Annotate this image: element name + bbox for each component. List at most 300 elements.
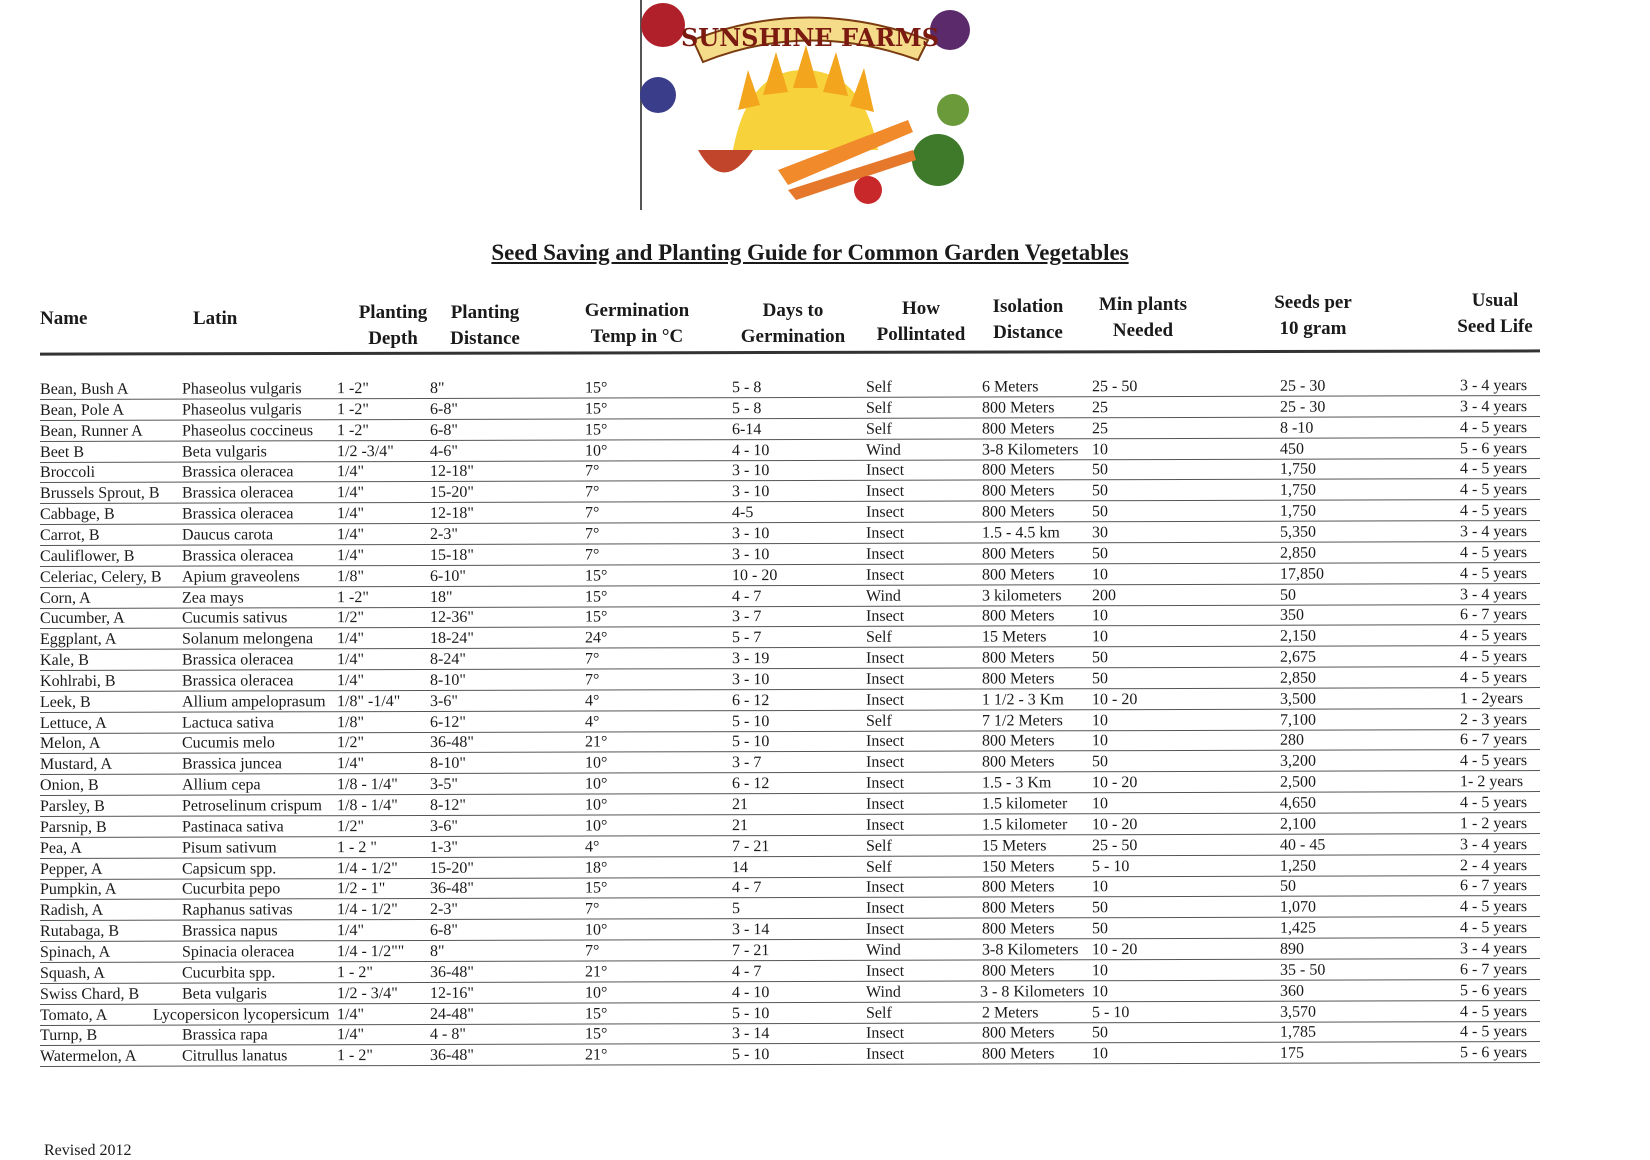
table-cell: 3,200 bbox=[1279, 752, 1317, 771]
table-cell: Melon, A bbox=[39, 735, 101, 753]
table-cell: 10 bbox=[1091, 565, 1109, 583]
table-cell: Insect bbox=[865, 482, 905, 501]
table-cell: 3 - 4 years bbox=[1459, 377, 1528, 395]
table-cell: 4 - 5 years bbox=[1459, 418, 1528, 436]
table-cell: 5 - 10 bbox=[1091, 1003, 1130, 1021]
table-cell: 10 - 20 bbox=[1091, 815, 1138, 834]
table-cell: Watermelon, A bbox=[39, 1047, 137, 1066]
table-cell: 3-8 Kilometers bbox=[981, 440, 1079, 459]
table-cell: Kale, B bbox=[39, 651, 89, 670]
table-cell: 800 Meters bbox=[981, 670, 1055, 688]
table-cell: 360 bbox=[1279, 982, 1305, 1000]
table-cell: 6-10" bbox=[429, 567, 466, 585]
table-cell: 10 - 20 bbox=[1091, 941, 1138, 959]
table-cell: 4 - 5 years bbox=[1459, 1023, 1528, 1041]
table-cell: 10° bbox=[584, 796, 608, 814]
table-cell: Insect bbox=[865, 1025, 905, 1043]
table-row bbox=[40, 1041, 1540, 1067]
table-cell: 1,425 bbox=[1279, 919, 1317, 937]
table-cell: Brassica oleracea bbox=[181, 463, 294, 481]
table-cell: Bean, Bush A bbox=[39, 380, 129, 398]
table-cell: 10° bbox=[584, 754, 608, 772]
title-text: Seed Saving and Planting Guide for Common Garden Vegetables bbox=[491, 240, 1129, 265]
table-cell: 7° bbox=[584, 650, 600, 668]
table-cell: 4° bbox=[584, 838, 600, 856]
table-cell: 12-18" bbox=[429, 504, 474, 523]
table-cell: 21° bbox=[584, 963, 608, 981]
table-cell: 7° bbox=[584, 546, 600, 564]
table-cell: 8-10" bbox=[429, 671, 466, 689]
table-cell: 1,750 bbox=[1279, 481, 1317, 499]
table-cell: Self bbox=[865, 420, 892, 438]
table-cell: 3 - 10 bbox=[731, 462, 770, 480]
table-cell: Kohlrabi, B bbox=[39, 672, 116, 690]
table-cell: 1-3" bbox=[429, 838, 458, 856]
table-cell: 1 -2" bbox=[336, 421, 369, 439]
table-cell: Insect bbox=[865, 691, 905, 709]
column-header bbox=[577, 298, 697, 350]
table-cell: 25 - 30 bbox=[1279, 398, 1326, 416]
table-cell: 1/4 - 1/2"" bbox=[336, 942, 405, 961]
table-cell: 1/4" bbox=[336, 672, 365, 690]
column-header-line: Temp in °C bbox=[590, 326, 684, 347]
table-cell: 2,500 bbox=[1279, 773, 1317, 791]
table-cell: 3 - 7 bbox=[731, 754, 762, 772]
table-cell: 800 Meters bbox=[981, 649, 1055, 667]
table-cell: Brassica napus bbox=[181, 922, 278, 940]
table-cell: Lactuca sativa bbox=[181, 713, 274, 732]
table-cell: Insect bbox=[865, 608, 905, 626]
table-cell: Beta vulgaris bbox=[181, 442, 267, 461]
table-cell: 3 - 10 bbox=[731, 483, 770, 501]
table-cell: 6 - 12 bbox=[731, 775, 770, 793]
table-cell: Insect bbox=[865, 816, 905, 834]
table-cell: 7° bbox=[584, 525, 600, 543]
table-cell: 10° bbox=[584, 921, 608, 939]
table-cell: 35 - 50 bbox=[1279, 961, 1326, 979]
table-cell: 5 - 8 bbox=[731, 379, 762, 397]
table-cell: 1,250 bbox=[1279, 857, 1317, 875]
table-cell: 21° bbox=[584, 733, 608, 751]
table-cell: Carrot, B bbox=[39, 526, 100, 544]
table-cell: Wind bbox=[865, 587, 901, 605]
table-cell: 800 Meters bbox=[981, 545, 1055, 563]
table-cell: 4° bbox=[584, 692, 600, 710]
table-cell: 36-48" bbox=[429, 963, 474, 981]
revision-note: Revised 2012 bbox=[44, 1142, 132, 1159]
table-cell: 50 bbox=[1091, 503, 1109, 521]
table-cell: 8" bbox=[429, 942, 445, 960]
column-header-line: 10 gram bbox=[1279, 318, 1347, 339]
table-cell: 2 - 4 years bbox=[1459, 856, 1528, 874]
table-cell: 3-5" bbox=[429, 776, 458, 794]
table-cell: 30 bbox=[1091, 524, 1109, 542]
table-cell: 6 - 7 years bbox=[1459, 960, 1528, 979]
table-cell: 6-8" bbox=[429, 421, 458, 439]
table-cell: 6-8" bbox=[429, 921, 458, 940]
table-cell: 800 Meters bbox=[981, 503, 1055, 521]
table-cell: 800 Meters bbox=[981, 1024, 1055, 1042]
table-cell: Brassica oleracea bbox=[181, 547, 294, 565]
table-cell: 2,850 bbox=[1279, 669, 1317, 687]
table-cell: 10 bbox=[1091, 878, 1109, 896]
table-cell: 5 - 6 years bbox=[1459, 981, 1528, 999]
table-cell: Phaseolus vulgaris bbox=[181, 380, 302, 398]
table-cell: 10 bbox=[1091, 711, 1109, 729]
table-cell: 40 - 45 bbox=[1279, 836, 1326, 854]
table-cell: 4 - 5 years bbox=[1459, 543, 1528, 562]
table-cell: 4 - 5 years bbox=[1459, 460, 1528, 478]
table-cell: 4 - 5 years bbox=[1459, 752, 1528, 770]
table-cell: 18° bbox=[584, 859, 608, 877]
table-cell: 1/4" bbox=[336, 1005, 365, 1023]
table-cell: Insect bbox=[865, 962, 905, 980]
table-cell: 1.5 kilometer bbox=[981, 816, 1068, 834]
table-cell: Brassica oleracea bbox=[181, 505, 294, 523]
table-cell: 3 - 19 bbox=[731, 650, 770, 668]
table-cell: 1/2 -3/4" bbox=[336, 442, 394, 460]
table-cell: 280 bbox=[1279, 732, 1305, 750]
table-cell: 50 bbox=[1091, 482, 1109, 500]
table-cell: Pepper, A bbox=[39, 860, 103, 878]
table-cell: 10 bbox=[1091, 961, 1109, 980]
table-cell: 12-36" bbox=[429, 609, 474, 627]
table-cell: 890 bbox=[1279, 940, 1305, 958]
table-cell: 800 Meters bbox=[981, 1045, 1055, 1063]
table-cell: 50 bbox=[1091, 461, 1109, 479]
table-cell: 4 - 7 bbox=[731, 879, 762, 897]
table-cell: 1 -2" bbox=[336, 400, 369, 419]
table-cell: 3 - 4 years bbox=[1459, 523, 1528, 541]
table-cell: Bean, Runner A bbox=[39, 422, 143, 440]
table-cell: 4 - 5 years bbox=[1459, 1002, 1528, 1020]
table-cell: Spinacia oleracea bbox=[181, 943, 295, 961]
table-cell: 25 - 50 bbox=[1091, 378, 1138, 396]
column-header bbox=[983, 294, 1073, 346]
table-cell: Lycopersicon lycopersicum bbox=[152, 1005, 330, 1024]
table-cell: 10° bbox=[584, 817, 608, 835]
table-cell: 150 Meters bbox=[981, 857, 1055, 876]
table-cell: 15 Meters bbox=[981, 628, 1047, 646]
table-cell: Cucumis sativus bbox=[181, 609, 288, 627]
table-cell: 4,650 bbox=[1279, 794, 1317, 812]
table-cell: 5 - 10 bbox=[731, 1046, 770, 1064]
table-cell: 10 bbox=[1091, 628, 1109, 646]
table-cell: 3 - 4 years bbox=[1459, 585, 1528, 603]
table-cell: 21 bbox=[731, 816, 749, 834]
table-cell: 21° bbox=[584, 1046, 608, 1064]
table-cell: Self bbox=[865, 837, 892, 855]
table-cell: Pastinaca sativa bbox=[181, 818, 284, 836]
table-cell: 4-6" bbox=[429, 442, 458, 460]
table-cell: 3-6" bbox=[429, 817, 458, 835]
logo-text: SUNSHINE FARMS bbox=[680, 23, 940, 52]
table-cell: 10 bbox=[1091, 607, 1109, 625]
table-cell: 3 - 10 bbox=[731, 670, 770, 689]
table-cell: 1/8 - 1/4" bbox=[336, 797, 398, 815]
table-cell: 12-16" bbox=[429, 984, 474, 1002]
table-cell: 25 bbox=[1091, 419, 1109, 437]
sunshine-farms-logo bbox=[638, 0, 976, 210]
table-cell: 2,100 bbox=[1279, 815, 1317, 833]
column-header bbox=[1268, 290, 1358, 342]
table-cell: Zea mays bbox=[181, 588, 244, 607]
table-cell: Petroselinum crispum bbox=[181, 797, 323, 815]
table-cell: 1 - 2 " bbox=[336, 838, 377, 856]
table-cell: 1/4 - 1/2" bbox=[336, 859, 398, 877]
table-cell: 5 - 10 bbox=[731, 1004, 770, 1022]
table-cell: 50 bbox=[1279, 586, 1297, 604]
table-cell: Insect bbox=[865, 774, 905, 792]
table-cell: Pea, A bbox=[39, 839, 82, 857]
table-cell: 10 bbox=[1091, 795, 1109, 813]
table-cell: 15-20" bbox=[429, 859, 474, 877]
table-cell: 4 - 5 years bbox=[1459, 919, 1528, 937]
table-cell: 10 - 20 bbox=[1091, 690, 1138, 708]
table-cell: Broccoli bbox=[39, 464, 96, 482]
table-cell: 8 -10 bbox=[1279, 419, 1314, 437]
table-cell: 3 - 14 bbox=[731, 921, 770, 939]
table-cell: 800 Meters bbox=[981, 732, 1055, 750]
table-cell: 15° bbox=[584, 1004, 608, 1023]
table-cell: 6 - 7 years bbox=[1459, 606, 1528, 624]
table-cell: 2,850 bbox=[1279, 544, 1317, 562]
table-cell: 10° bbox=[584, 775, 608, 793]
table-cell: 15° bbox=[584, 608, 608, 626]
column-header-line: Latin bbox=[193, 308, 238, 329]
table-cell: 3 - 4 years bbox=[1459, 835, 1528, 853]
table-cell: 1/8 - 1/4" bbox=[336, 776, 398, 794]
table-cell: 800 Meters bbox=[981, 399, 1055, 417]
table-cell: 1 1/2 - 3 Km bbox=[981, 691, 1064, 709]
table-cell: 18" bbox=[429, 588, 453, 606]
table-cell: 50 bbox=[1091, 544, 1109, 563]
table-cell: Cauliflower, B bbox=[39, 547, 135, 565]
table-cell: 15° bbox=[584, 879, 608, 897]
table-cell: 2-3" bbox=[429, 901, 458, 919]
table-cell: 1 - 2" bbox=[336, 1047, 373, 1065]
column-header-line: Depth bbox=[368, 328, 418, 349]
table-cell: Insect bbox=[865, 649, 905, 667]
table-cell: Rutabaga, B bbox=[39, 922, 120, 941]
table-cell: Spinach, A bbox=[39, 943, 111, 961]
table-cell: 1/2" bbox=[336, 734, 365, 752]
table-cell: 24-48" bbox=[429, 1005, 474, 1023]
table-cell: Cucumber, A bbox=[39, 610, 125, 628]
table-cell: 1.5 - 4.5 km bbox=[981, 524, 1060, 542]
table-cell: Apium graveolens bbox=[181, 567, 300, 586]
table-cell: Allium cepa bbox=[181, 776, 261, 794]
table-cell: 3 - 4 years bbox=[1459, 397, 1528, 416]
column-header-line: Distance bbox=[993, 322, 1063, 343]
column-header bbox=[1088, 292, 1198, 344]
table-cell: 5 - 6 years bbox=[1459, 1044, 1528, 1062]
table-cell: Insect bbox=[865, 753, 905, 772]
table-cell: 5 - 10 bbox=[731, 712, 770, 730]
table-cell: 1/4" bbox=[336, 630, 365, 648]
column-header-line: How bbox=[902, 298, 940, 319]
column-header-line: Pollintated bbox=[876, 324, 966, 345]
table-cell: 2,675 bbox=[1279, 648, 1317, 666]
column-header bbox=[866, 296, 976, 348]
table-cell: 5 - 7 bbox=[731, 629, 762, 647]
table-cell: Insect bbox=[865, 545, 905, 563]
table-cell: 4 - 7 bbox=[731, 587, 762, 605]
table-cell: 50 bbox=[1091, 1024, 1109, 1042]
column-header-line: Usual bbox=[1471, 290, 1519, 311]
table-cell: 800 Meters bbox=[981, 607, 1055, 625]
table-cell: Insect bbox=[865, 795, 905, 813]
table-cell: Brussels Sprout, B bbox=[39, 484, 160, 503]
table-cell: Phaseolus vulgaris bbox=[181, 401, 302, 419]
table-cell: 21 bbox=[731, 796, 749, 814]
column-header bbox=[733, 298, 853, 350]
table-cell: 1 -2" bbox=[336, 380, 369, 398]
table-cell: 1/4" bbox=[336, 505, 365, 523]
table-cell: 1/2" bbox=[336, 609, 365, 627]
table-cell: 10 bbox=[1091, 1045, 1109, 1063]
table-cell: Insect bbox=[865, 733, 905, 751]
table-cell: 36-48" bbox=[429, 880, 474, 898]
table-cell: 175 bbox=[1279, 1044, 1305, 1062]
table-cell: 3 - 8 Kilometers bbox=[979, 982, 1085, 1001]
table-cell: 15 Meters bbox=[981, 837, 1047, 855]
table-cell: Eggplant, A bbox=[39, 630, 117, 649]
column-header-line: Distance bbox=[450, 328, 520, 349]
table-cell: Solanum melongena bbox=[181, 630, 314, 648]
table-cell: 50 bbox=[1091, 670, 1109, 688]
table-cell: Cucurbita pepo bbox=[181, 880, 281, 898]
table-cell: 1/2 - 1" bbox=[336, 880, 386, 898]
table-cell: 5 - 8 bbox=[731, 399, 762, 417]
table-cell: Cucumis melo bbox=[181, 734, 275, 753]
table-cell: 1/2" bbox=[336, 817, 365, 836]
table-cell: Wind bbox=[865, 983, 901, 1001]
column-header bbox=[40, 306, 120, 332]
table-cell: 800 Meters bbox=[981, 461, 1055, 479]
table-cell: 14 bbox=[731, 858, 749, 876]
table-cell: Brassica juncea bbox=[181, 755, 282, 773]
table-cell: 50 bbox=[1091, 899, 1109, 917]
table-cell: 7,100 bbox=[1279, 711, 1317, 729]
table-cell: 5 bbox=[731, 900, 741, 918]
table-cell: Beet B bbox=[39, 443, 85, 461]
table-cell: 15° bbox=[584, 421, 608, 439]
table-cell: 1/4 - 1/2" bbox=[336, 901, 398, 919]
table-cell: 50 bbox=[1091, 920, 1109, 938]
table-cell: 1/4" bbox=[336, 526, 365, 544]
table-cell: 2 - 3 years bbox=[1459, 710, 1528, 728]
table-cell: Insect bbox=[865, 524, 905, 542]
table-cell: 4 - 10 bbox=[731, 983, 770, 1001]
table-cell: Self bbox=[865, 399, 892, 417]
table-cell: 36-48" bbox=[429, 1047, 474, 1065]
table-cell: 10 - 20 bbox=[1091, 774, 1138, 792]
column-header-line: Germination bbox=[584, 300, 690, 321]
table-cell: 18-24" bbox=[429, 630, 474, 648]
table-cell: 10° bbox=[584, 442, 608, 460]
table-cell: 3-8 Kilometers bbox=[981, 941, 1079, 959]
table-cell: 4 - 5 years bbox=[1459, 668, 1528, 687]
table-cell: 24° bbox=[584, 629, 608, 647]
table-cell: Cucurbita spp. bbox=[181, 964, 276, 982]
table-cell: 1/4" bbox=[336, 755, 365, 773]
table-cell: Turnp, B bbox=[39, 1027, 98, 1045]
table-cell: 6-8" bbox=[429, 400, 458, 418]
column-header-line: Planting bbox=[358, 302, 428, 323]
table-cell: 3 - 14 bbox=[731, 1025, 770, 1043]
table-cell: 800 Meters bbox=[981, 565, 1055, 584]
table-cell: Parsley, B bbox=[39, 797, 105, 815]
table-cell: Celeriac, Celery, B bbox=[39, 568, 162, 586]
column-header-line: Planting bbox=[450, 302, 520, 323]
table-cell: 1/8" bbox=[336, 567, 365, 585]
table-cell: 800 Meters bbox=[981, 482, 1055, 500]
table-cell: 1/4" bbox=[336, 922, 365, 940]
table-cell: Allium ampeloprasum bbox=[181, 692, 326, 711]
table-cell: 3 - 10 bbox=[731, 545, 770, 563]
table-cell: Insect bbox=[865, 566, 905, 584]
table-cell: 12-18" bbox=[429, 463, 474, 481]
column-header-line: Min plants bbox=[1098, 294, 1188, 315]
table-cell: 6-12" bbox=[429, 713, 466, 731]
table-cell: Tomato, A bbox=[39, 1006, 108, 1024]
table-cell: 800 Meters bbox=[981, 899, 1055, 917]
table-cell: 4 - 5 years bbox=[1459, 627, 1528, 645]
table-cell: Beta vulgaris bbox=[181, 985, 267, 1003]
table-cell: 6 - 7 years bbox=[1459, 877, 1528, 895]
table-cell: Insect bbox=[865, 503, 905, 521]
table-cell: 1,785 bbox=[1279, 1023, 1317, 1042]
table-cell: 7° bbox=[584, 942, 600, 960]
table-cell: 800 Meters bbox=[981, 878, 1055, 896]
table-cell: Wind bbox=[865, 941, 901, 959]
table-cell: 7 - 21 bbox=[731, 837, 770, 855]
table-cell: Swiss Chard, B bbox=[39, 985, 140, 1003]
table-cell: 7° bbox=[584, 504, 600, 522]
table-cell: Cabbage, B bbox=[39, 505, 115, 524]
table-cell: 3-6" bbox=[429, 692, 458, 710]
table-cell: 7° bbox=[584, 483, 600, 501]
table-cell: 4 - 5 years bbox=[1459, 481, 1528, 499]
table-cell: 2,150 bbox=[1279, 627, 1317, 645]
column-header-line: Name bbox=[40, 308, 88, 329]
table-cell: 25 - 50 bbox=[1091, 836, 1138, 854]
table-cell: Squash, A bbox=[39, 964, 105, 982]
table-cell: 3 - 4 years bbox=[1459, 940, 1528, 958]
table-cell: Raphanus sativas bbox=[181, 901, 293, 919]
table-cell: Insect bbox=[865, 1045, 905, 1063]
table-cell: 1/4" bbox=[336, 484, 365, 502]
table-cell: 4 - 7 bbox=[731, 962, 762, 980]
document-title bbox=[0, 240, 1620, 266]
table-cell: 1/4" bbox=[336, 651, 365, 669]
table-cell: 5 - 10 bbox=[731, 733, 770, 751]
table-cell: Daucus carota bbox=[181, 526, 274, 544]
table-cell: Phaseolus coccineus bbox=[181, 421, 314, 440]
table-cell: Radish, A bbox=[39, 902, 104, 920]
table-cell: 5,350 bbox=[1279, 523, 1317, 541]
table-cell: 50 bbox=[1279, 878, 1297, 896]
table-cell: 1 - 2" bbox=[336, 963, 373, 981]
table-cell: 1/2 - 3/4" bbox=[336, 984, 398, 1002]
table-cell: Capsicum spp. bbox=[181, 859, 277, 878]
table-cell: 7 - 21 bbox=[731, 941, 770, 960]
table-cell: 1- 2 years bbox=[1459, 773, 1524, 791]
table-cell: 8-12" bbox=[429, 796, 466, 814]
table-cell: Leek, B bbox=[39, 693, 91, 711]
table-cell: 17,850 bbox=[1279, 565, 1325, 583]
